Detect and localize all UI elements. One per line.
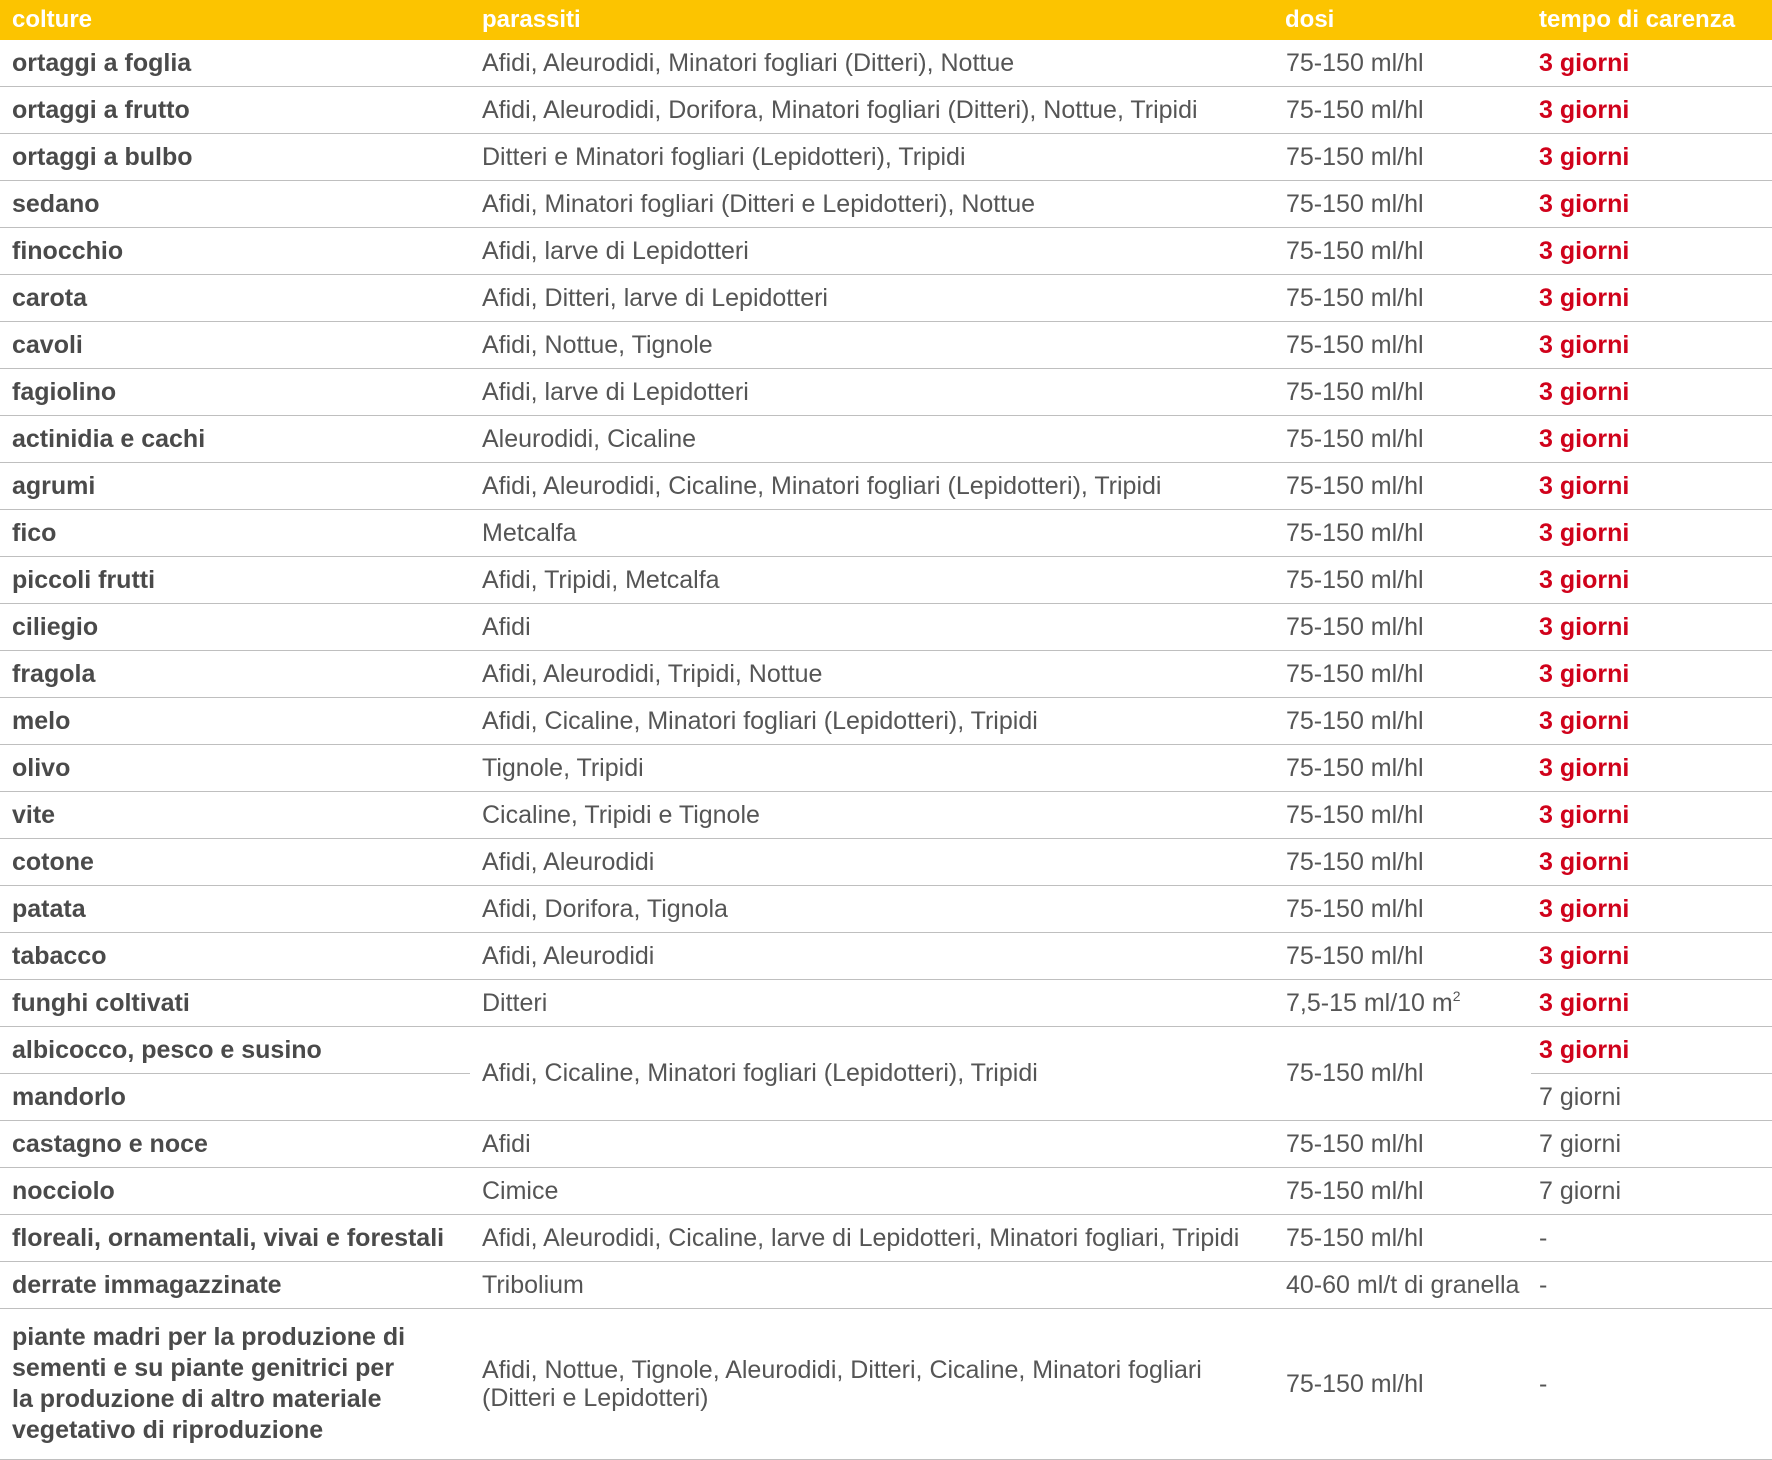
crop-cell: sedano — [0, 181, 470, 228]
dose-cell: 75-150 ml/hl — [1273, 886, 1531, 933]
pests-cell: Ditteri — [470, 980, 1273, 1027]
dose-cell: 75-150 ml/hl — [1273, 604, 1531, 651]
dose-cell: 75-150 ml/hl — [1273, 40, 1531, 87]
dose-cell: 40-60 ml/t di granella — [1273, 1262, 1531, 1309]
pests-cell: Afidi, Aleurodidi, Tripidi, Nottue — [470, 651, 1273, 698]
header-wait: tempo di carenza — [1531, 0, 1772, 40]
wait-cell: 3 giorni — [1531, 463, 1772, 510]
table-row — [0, 322, 1772, 369]
crop-cell: mandorlo — [0, 1074, 470, 1121]
table-row — [0, 1262, 1772, 1309]
crop-cell: carota — [0, 275, 470, 322]
crop-cell: ciliegio — [0, 604, 470, 651]
pests-cell: Afidi, Aleurodidi, Cicaline, Minatori fogliari (Lepidotteri), Tripidi — [470, 463, 1273, 510]
table-row — [0, 792, 1772, 839]
dose-cell: 75-150 ml/hl — [1273, 651, 1531, 698]
crop-cell: agrumi — [0, 463, 470, 510]
wait-cell: 3 giorni — [1531, 933, 1772, 980]
table-row — [0, 87, 1772, 134]
wait-cell: 3 giorni — [1531, 698, 1772, 745]
wait-cell: 3 giorni — [1531, 886, 1772, 933]
table-row — [0, 228, 1772, 275]
wait-cell: 3 giorni — [1531, 87, 1772, 134]
crop-cell: piante madri per la produzione di sementi e su piante genitrici per la produzione di altro materiale vegetativo di riproduzione — [0, 1309, 470, 1460]
wait-cell: 3 giorni — [1531, 228, 1772, 275]
table-row — [0, 275, 1772, 322]
table-row — [0, 416, 1772, 463]
pests-cell: Cimice — [470, 1168, 1273, 1215]
table-row — [0, 510, 1772, 557]
pests-cell: Afidi, larve di Lepidotteri — [470, 369, 1273, 416]
crop-cell: cotone — [0, 839, 470, 886]
table-row — [0, 40, 1772, 87]
table-row — [0, 557, 1772, 604]
table-row — [0, 886, 1772, 933]
pests-cell: Afidi, Tripidi, Metcalfa — [470, 557, 1273, 604]
crop-cell: funghi coltivati — [0, 980, 470, 1027]
dose-cell: 75-150 ml/hl — [1273, 322, 1531, 369]
crop-cell: actinidia e cachi — [0, 416, 470, 463]
pests-cell: Afidi, Aleurodidi — [470, 839, 1273, 886]
wait-cell: 7 giorni — [1531, 1121, 1772, 1168]
wait-cell: 7 giorni — [1531, 1168, 1772, 1215]
pests-cell: Tignole, Tripidi — [470, 745, 1273, 792]
crop-cell: nocciolo — [0, 1168, 470, 1215]
pests-cell: Afidi, Minatori fogliari (Ditteri e Lepidotteri), Nottue — [470, 181, 1273, 228]
wait-cell: 3 giorni — [1531, 604, 1772, 651]
pests-cell: Afidi, Aleurodidi, Cicaline, larve di Lepidotteri, Minatori fogliari, Tripidi — [470, 1215, 1273, 1262]
dose-cell: 75-150 ml/hl — [1273, 557, 1531, 604]
table-row — [0, 1121, 1772, 1168]
dose-cell: 75-150 ml/hl — [1273, 698, 1531, 745]
wait-cell: 3 giorni — [1531, 557, 1772, 604]
dose-cell: 75-150 ml/hl — [1273, 1121, 1531, 1168]
crop-cell: olivo — [0, 745, 470, 792]
crop-cell: ortaggi a foglia — [0, 40, 470, 87]
dose-cell: 75-150 ml/hl — [1273, 839, 1531, 886]
wait-cell: 3 giorni — [1531, 181, 1772, 228]
dose-cell: 75-150 ml/hl — [1273, 463, 1531, 510]
dose-cell: 75-150 ml/hl — [1273, 1215, 1531, 1262]
dose-cell: 75-150 ml/hl — [1273, 933, 1531, 980]
wait-cell: 3 giorni — [1531, 510, 1772, 557]
crop-cell: floreali, ornamentali, vivai e forestali — [0, 1215, 470, 1262]
dose-cell: 75-150 ml/hl — [1273, 745, 1531, 792]
crop-cell: tabacco — [0, 933, 470, 980]
crop-cell: cavoli — [0, 322, 470, 369]
dose-text: 7,5-15 ml/10 m — [1286, 988, 1453, 1017]
dose-cell: 75-150 ml/hl — [1273, 275, 1531, 322]
table-row — [0, 1168, 1772, 1215]
table-row — [0, 1027, 1772, 1074]
wait-cell: 3 giorni — [1531, 1027, 1772, 1074]
crop-cell: finocchio — [0, 228, 470, 275]
header-crop: colture — [0, 0, 470, 40]
pests-cell: Ditteri e Minatori fogliari (Lepidotteri), Tripidi — [470, 134, 1273, 181]
table-row — [0, 1215, 1772, 1262]
table-row — [0, 745, 1772, 792]
crop-cell: castagno e noce — [0, 1121, 470, 1168]
dose-superscript: 2 — [1452, 987, 1461, 1004]
dose-cell: 75-150 ml/hl — [1273, 134, 1531, 181]
wait-cell: 3 giorni — [1531, 792, 1772, 839]
table-row — [0, 980, 1772, 1027]
crop-cell: piccoli frutti — [0, 557, 470, 604]
crop-cell: fagiolino — [0, 369, 470, 416]
wait-cell: 3 giorni — [1531, 416, 1772, 463]
pests-cell: Afidi, Cicaline, Minatori fogliari (Lepidotteri), Tripidi — [470, 698, 1273, 745]
crop-cell: melo — [0, 698, 470, 745]
dose-cell: 75-150 ml/hl — [1273, 416, 1531, 463]
wait-cell: - — [1531, 1215, 1772, 1262]
wait-cell: 3 giorni — [1531, 134, 1772, 181]
wait-cell: 3 giorni — [1531, 369, 1772, 416]
crop-cell: derrate immagazzinate — [0, 1262, 470, 1309]
wait-cell: 7 giorni — [1531, 1074, 1772, 1121]
dose-cell — [1273, 980, 1531, 1027]
dose-cell: 75-150 ml/hl — [1273, 1168, 1531, 1215]
header-dose: dosi — [1273, 0, 1531, 40]
dose-cell: 75-150 ml/hl — [1273, 792, 1531, 839]
table-header — [0, 0, 1772, 40]
pests-cell: Aleurodidi, Cicaline — [470, 416, 1273, 463]
pests-cell: Metcalfa — [470, 510, 1273, 557]
crop-cell: ortaggi a bulbo — [0, 134, 470, 181]
table-row — [0, 933, 1772, 980]
pests-cell: Afidi, Dorifora, Tignola — [470, 886, 1273, 933]
pests-cell: Afidi, Ditteri, larve di Lepidotteri — [470, 275, 1273, 322]
crop-cell: vite — [0, 792, 470, 839]
pests-cell: Cicaline, Tripidi e Tignole — [470, 792, 1273, 839]
wait-cell: 3 giorni — [1531, 980, 1772, 1027]
pests-cell: Tribolium — [470, 1262, 1273, 1309]
dose-cell: 75-150 ml/hl — [1273, 1309, 1531, 1460]
wait-cell: 3 giorni — [1531, 651, 1772, 698]
table-row — [0, 839, 1772, 886]
pests-cell: Afidi, Nottue, Tignole — [470, 322, 1273, 369]
crop-cell: fico — [0, 510, 470, 557]
crop-cell: patata — [0, 886, 470, 933]
wait-cell: 3 giorni — [1531, 839, 1772, 886]
crop-cell: ortaggi a frutto — [0, 87, 470, 134]
table-row — [0, 134, 1772, 181]
crop-cell: albicocco, pesco e susino — [0, 1027, 470, 1074]
wait-cell: 3 giorni — [1531, 322, 1772, 369]
table-row — [0, 369, 1772, 416]
pests-cell: Afidi — [470, 1121, 1273, 1168]
table-row — [0, 651, 1772, 698]
wait-cell: 3 giorni — [1531, 40, 1772, 87]
table-row — [0, 181, 1772, 228]
pests-cell: Afidi, Nottue, Tignole, Aleurodidi, Ditteri, Cicaline, Minatori fogliari (Ditteri e Lepidotteri) — [470, 1309, 1273, 1460]
wait-cell: - — [1531, 1262, 1772, 1309]
table-row — [0, 604, 1772, 651]
pests-cell: Afidi, Aleurodidi, Dorifora, Minatori fogliari (Ditteri), Nottue, Tripidi — [470, 87, 1273, 134]
dose-cell: 75-150 ml/hl — [1273, 1027, 1531, 1121]
dose-cell: 75-150 ml/hl — [1273, 228, 1531, 275]
dose-cell: 75-150 ml/hl — [1273, 510, 1531, 557]
pests-cell: Afidi, larve di Lepidotteri — [470, 228, 1273, 275]
crop-cell: fragola — [0, 651, 470, 698]
wait-cell: 3 giorni — [1531, 275, 1772, 322]
dose-cell: 75-150 ml/hl — [1273, 87, 1531, 134]
header-pests: parassiti — [470, 0, 1273, 40]
pests-cell: Afidi, Aleurodidi — [470, 933, 1273, 980]
pests-cell: Afidi, Aleurodidi, Minatori fogliari (Ditteri), Nottue — [470, 40, 1273, 87]
table-row — [0, 1309, 1772, 1460]
dose-cell: 75-150 ml/hl — [1273, 369, 1531, 416]
pests-cell: Afidi, Cicaline, Minatori fogliari (Lepidotteri), Tripidi — [470, 1027, 1273, 1121]
wait-cell: - — [1531, 1309, 1772, 1460]
pests-cell: Afidi — [470, 604, 1273, 651]
table-row — [0, 698, 1772, 745]
wait-cell: 3 giorni — [1531, 745, 1772, 792]
table-row — [0, 463, 1772, 510]
dose-cell: 75-150 ml/hl — [1273, 181, 1531, 228]
